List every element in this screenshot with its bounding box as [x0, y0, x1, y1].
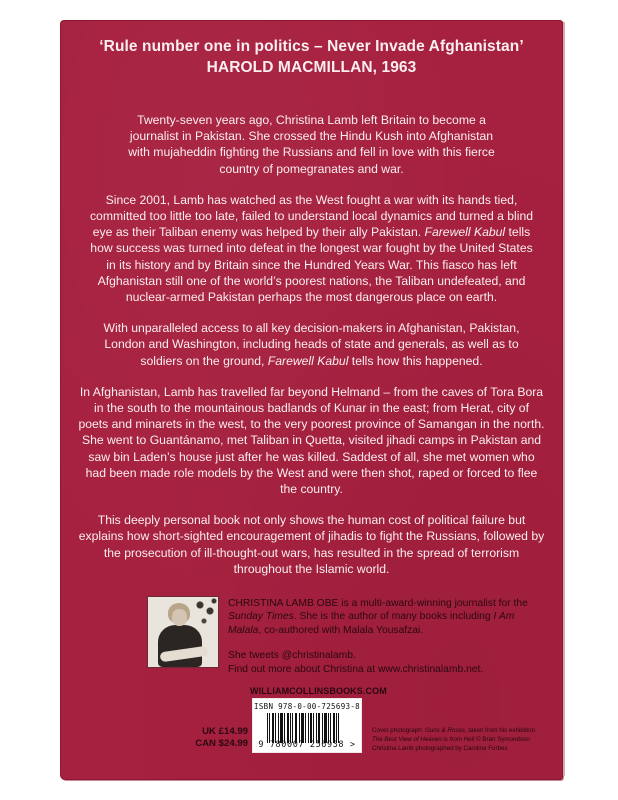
foliage-decoration	[192, 597, 218, 631]
barcode-number: 9 780007 256938 >	[258, 740, 356, 750]
price-uk: UK £14.99	[202, 726, 248, 737]
author-contact	[228, 649, 528, 676]
blurb-paragraph-5: This deeply personal book not only shows the human cost of political failure but explains how short-sighted encouragement of jihadis to fight the Russians, followed by the prosecution of ill-thought-out wars, has resulted in the spread of terrorism throughout the Islamic world.	[78, 513, 545, 576]
twitter-handle: She tweets @christinalamb.	[228, 650, 356, 662]
epigraph-quote	[60, 36, 563, 78]
blurb	[60, 112, 563, 592]
isbn-number: ISBN 978-0-00-725693-8	[254, 702, 360, 711]
publisher-website: WILLIAMCOLLINSBOOKS.COM	[250, 686, 387, 696]
credit-line-1: Cover photograph: Guns & Roses, taken from his exhibition	[372, 727, 536, 734]
quote-attribution: HAROLD MACMILLAN, 1963	[206, 59, 417, 76]
quote-text: ‘Rule number one in politics – Never Invade Afghanistan’	[99, 38, 524, 55]
blurb-paragraph-4: In Afghanistan, Lamb has travelled far beyond Helmand – from the caves of Tora Bora in the south to the mountainous badlands of Kunar in the east; from Herat, city of poets and minarets in the west, to the very poorest province of Samangan in the north. She went to Guantánamo, met Taliban in Quetta, visited jihadi camps in Pakistan and saw bin Laden’s house just after he was killed. Saddest of all, she met women who had been made role models by the West and were then shot, raped or forced to flee the country.	[78, 384, 545, 497]
author-photo	[148, 597, 218, 667]
bio-paragraph: CHRISTINA LAMB OBE is a multi-award-winning journalist for the Sunday Times. She is the author of many books including I Am Malala, co-authored with Malala Yousafzai.	[228, 598, 528, 636]
isbn-barcode	[253, 699, 361, 752]
blurb-paragraph-3: With unparalleled access to all key decision-makers in Afghanistan, Pakistan, London and Washington, including heads of state and generals, as well as to soldiers on the ground, Farewell Kabul tells how this happened.	[103, 321, 520, 368]
price-can: CAN $24.99	[195, 738, 248, 750]
book-title: Farewell Kabul	[424, 225, 506, 240]
photo-figure-face	[172, 609, 187, 626]
author-bio	[228, 597, 528, 686]
book-title: Farewell Kabul	[267, 353, 349, 368]
barcode-bars	[267, 713, 349, 743]
blurb-paragraph-1: Twenty-seven years ago, Christina Lamb left Britain to become a journalist in Pakistan. She crossed the Hindu Kush into Afghanistan with mujaheddin fighting the Russians and fell in love with this fierce country of pomegranates and war.	[128, 113, 495, 176]
credit-line-3: Christina Lamb photographed by Caroline Forbes	[372, 744, 508, 752]
book-back-cover	[60, 20, 563, 780]
author-website: Find out more about Christina at www.christinalamb.net.	[228, 663, 484, 675]
credit-line-2: The Best View of Heaven is from Hell © Bran Symondson	[372, 735, 530, 743]
blurb-paragraph-2: Since 2001, Lamb has watched as the West fought a war with its hands tied, committed too little too late, failed to understand local dynamics and turned a blind eye as their Taliban enemy was helped by their ally Pakistan. Farewell Kabul tells how success was turned into defeat in the longest war fought by the United States in its history and by Britain since the Hundred Years War. This fiasco has left Afghanistan still one of the world’s poorest nations, the Taliban undefeated, and nuclear-armed Pakistan perhaps the most dangerous place on earth.	[89, 192, 534, 305]
photo-credits	[372, 727, 572, 753]
price-block	[182, 726, 248, 751]
author-section	[148, 597, 528, 675]
